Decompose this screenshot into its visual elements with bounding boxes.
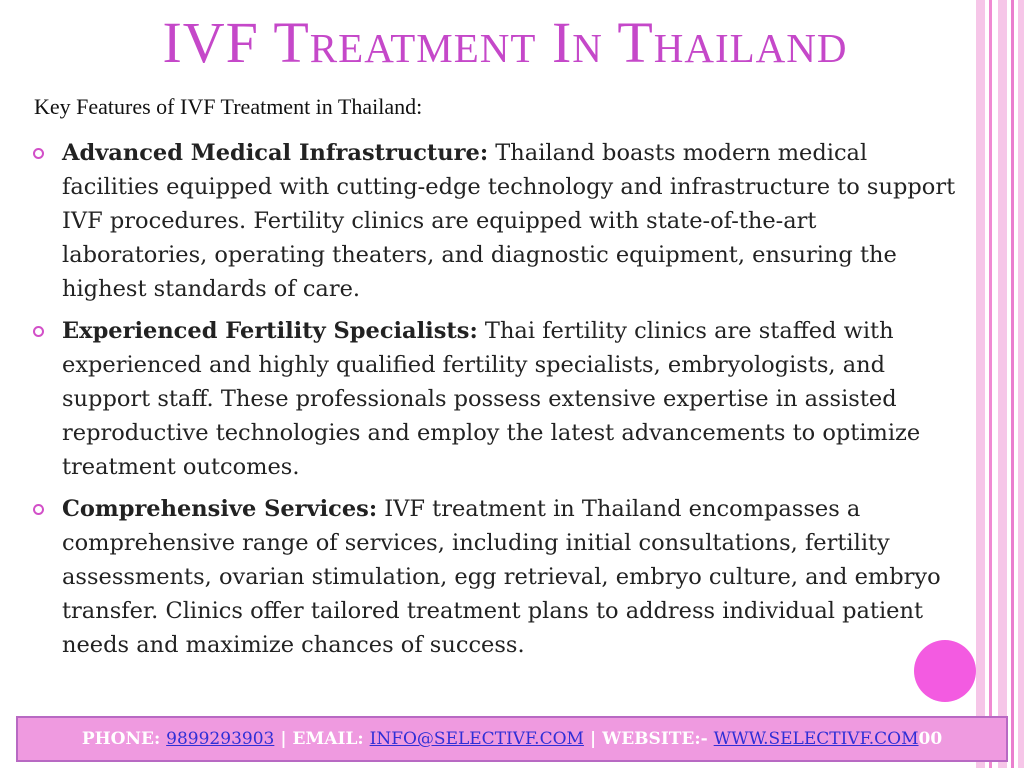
feature-title: Advanced Medical Infrastructure:: [62, 140, 489, 166]
footer-suffix: 00: [918, 729, 943, 749]
website-label: WEBSITE:-: [602, 729, 708, 749]
intro-text: Key Features of IVF Treatment in Thailand:: [34, 94, 423, 119]
bullet-icon: [33, 148, 44, 159]
feature-title: Experienced Fertility Specialists:: [62, 318, 478, 344]
decorative-circle: [914, 640, 976, 702]
separator: |: [280, 729, 287, 749]
feature-text: Thailand boasts modern medical facilities equipped with cutting-edge technology and infrastructure to support IVF procedures. Fertility clinics are equipped with state-of-the-art laboratories, operating theaters, and diagnostic equipment, ensuring the highest standards of care.: [62, 140, 956, 302]
phone-label: PHONE:: [81, 729, 161, 749]
list-item: [32, 314, 967, 484]
separator: |: [589, 729, 597, 749]
decorative-stripes: [976, 0, 1024, 768]
list-item: [32, 492, 967, 662]
list-item: [32, 136, 967, 306]
feature-list: [32, 136, 967, 670]
website-link[interactable]: WWW.SELECTIVF.COM: [713, 729, 919, 749]
feature-text: Thai fertility clinics are staffed with experienced and highly qualified fertility specialists, embryologists, and support staff. These professionals possess extensive expertise in assisted reproductive technologies and employ the latest advancements to optimize treatment outcomes.: [62, 318, 921, 480]
email-link[interactable]: INFO@SELECTIVF.COM: [369, 729, 584, 749]
bullet-icon: [33, 504, 44, 515]
feature-title: Comprehensive Services:: [62, 496, 378, 522]
bullet-icon: [33, 326, 44, 337]
page-title: IVF Treatment In Thailand: [162, 10, 848, 75]
phone-link[interactable]: 9899293903: [166, 729, 275, 749]
feature-text: IVF treatment in Thailand encompasses a comprehensive range of services, including initial consultations, fertility assessments, ovarian stimulation, egg retrieval, embryo culture, and embryo transfer. Clinics offer tailored treatment plans to address individual patient needs and maximize chances of success.: [62, 496, 941, 658]
email-label: EMAIL:: [292, 729, 364, 749]
contact-footer: [16, 716, 1008, 762]
